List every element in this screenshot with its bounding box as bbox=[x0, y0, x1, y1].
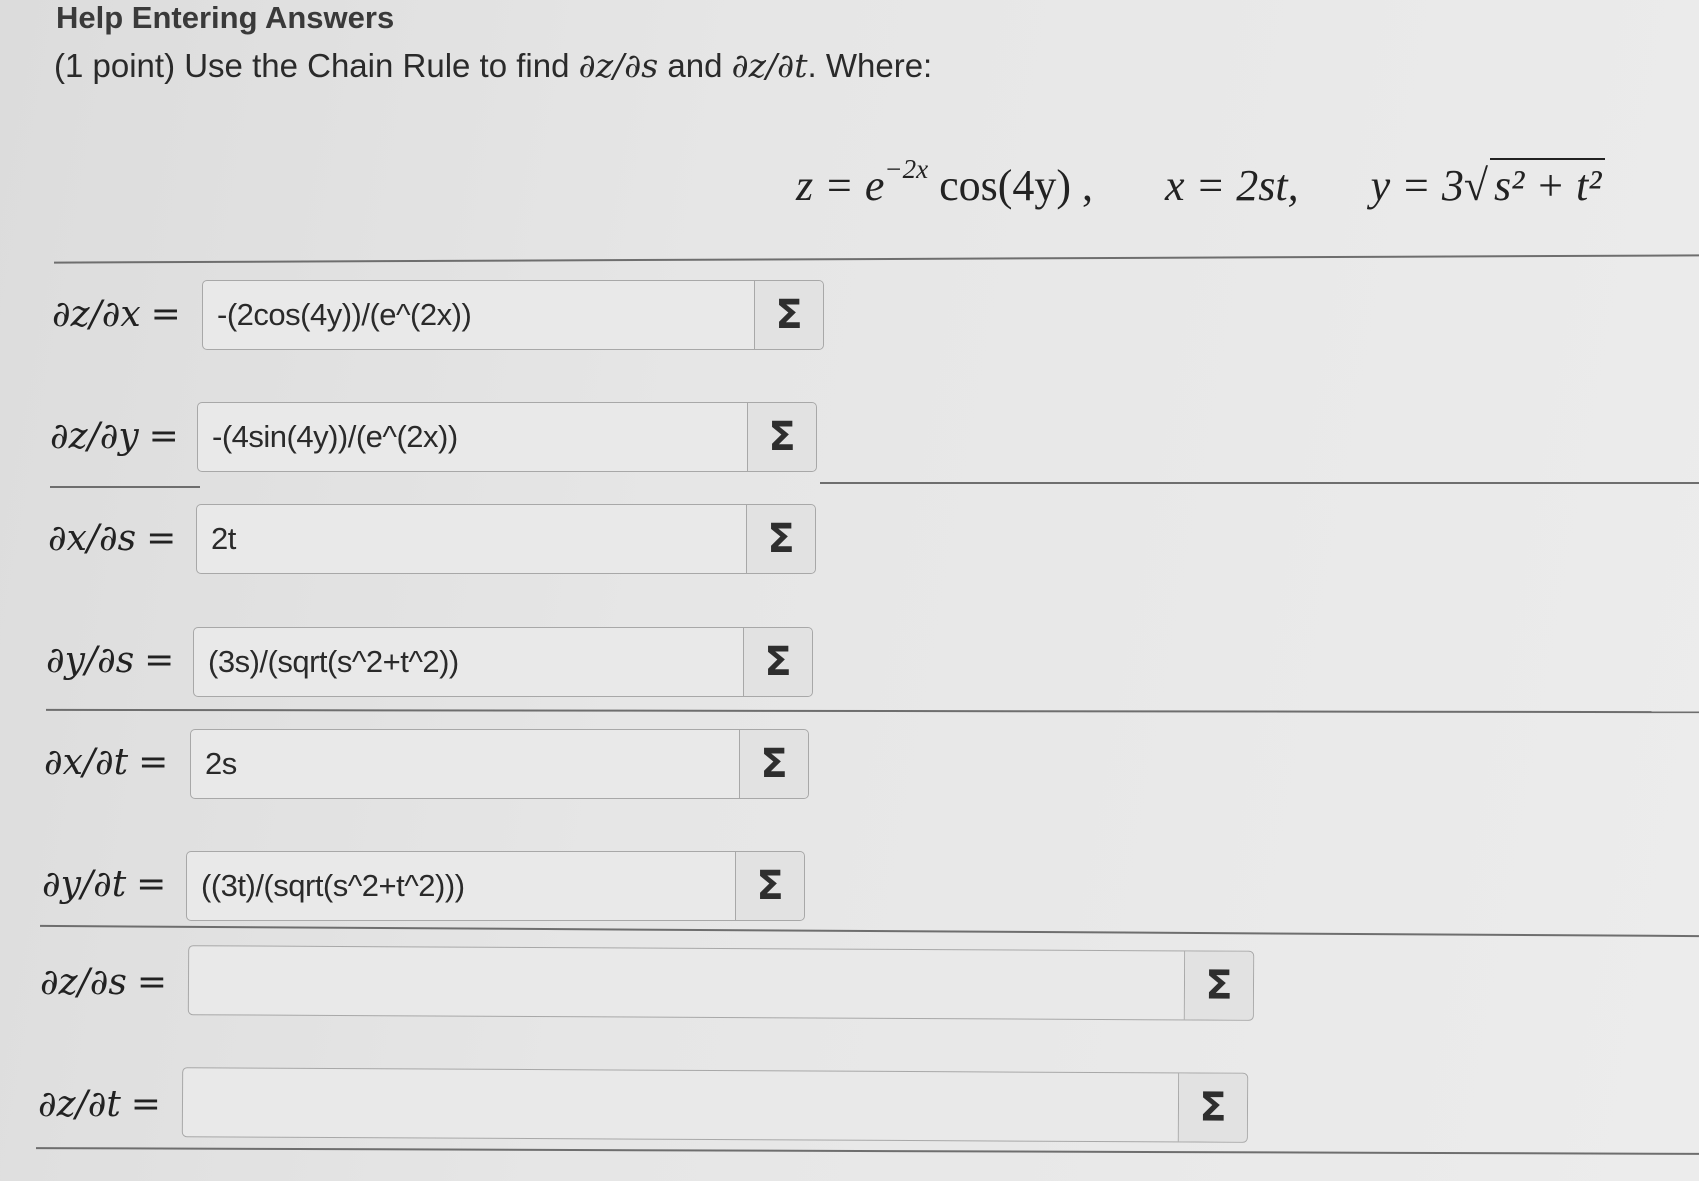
prompt-prefix: (1 point) Use the Chain Rule to find bbox=[54, 47, 579, 84]
divider-line bbox=[54, 254, 1699, 263]
equation-z-exponent: −2x bbox=[884, 154, 929, 185]
equation-editor-button[interactable] bbox=[1185, 951, 1253, 1019]
sigma-icon: Σ bbox=[767, 516, 795, 562]
answer-input-dz-dt[interactable] bbox=[183, 1068, 1179, 1141]
equation-editor-button[interactable] bbox=[755, 281, 823, 349]
answer-input-dz-dx[interactable]: -(2cos(4y))/(e^(2x)) bbox=[203, 281, 755, 349]
equation-z-part: z = e bbox=[796, 161, 885, 210]
divider-line bbox=[820, 482, 1699, 484]
equation-editor-button[interactable] bbox=[740, 730, 808, 798]
answer-input-dx-dt[interactable]: 2s bbox=[191, 730, 740, 798]
sigma-icon: Σ bbox=[775, 292, 803, 338]
answer-box-dz-ds bbox=[188, 945, 1254, 1021]
answer-input-dz-ds[interactable] bbox=[189, 946, 1185, 1019]
label-dx-ds: ∂x/∂s = bbox=[48, 518, 177, 559]
sigma-icon: Σ bbox=[756, 863, 784, 909]
sigma-icon: Σ bbox=[764, 639, 792, 685]
label-dy-dt: ∂y/∂t = bbox=[42, 864, 167, 905]
label-dz-dt: ∂z/∂t = bbox=[38, 1084, 161, 1125]
label-dy-ds: ∂y/∂s = bbox=[46, 640, 175, 681]
equation-y-radicand: s² + t² bbox=[1494, 161, 1602, 210]
answer-input-dy-dt[interactable]: ((3t)/(sqrt(s^2+t^2))) bbox=[187, 852, 736, 920]
sigma-icon: Σ bbox=[1205, 962, 1233, 1009]
sigma-icon: Σ bbox=[760, 741, 788, 787]
divider-line bbox=[50, 486, 200, 488]
sigma-icon: Σ bbox=[1199, 1084, 1227, 1131]
label-dz-ds: ∂z/∂s = bbox=[40, 962, 167, 1003]
prompt-dz-ds: ∂z/∂s bbox=[578, 46, 659, 85]
label-dz-dx: ∂z/∂x = bbox=[52, 294, 181, 335]
label-dz-dy: ∂z/∂y = bbox=[50, 416, 179, 457]
equation-editor-button[interactable] bbox=[1179, 1073, 1247, 1141]
prompt-suffix: . Where: bbox=[807, 47, 933, 84]
problem-equation bbox=[796, 154, 1605, 211]
prompt-and: and bbox=[658, 47, 732, 84]
label-dx-dt: ∂x/∂t = bbox=[44, 742, 169, 783]
answer-input-dx-ds[interactable]: 2t bbox=[197, 505, 747, 573]
answer-box-dz-dy bbox=[197, 402, 817, 472]
equation-editor-button[interactable] bbox=[747, 505, 815, 573]
prompt-dz-dt: ∂z/∂t bbox=[731, 46, 808, 85]
help-entering-answers-link[interactable]: Help Entering Answers bbox=[56, 0, 395, 35]
divider-line bbox=[40, 925, 1699, 937]
answer-box-dx-dt bbox=[190, 729, 809, 799]
sigma-icon: Σ bbox=[768, 414, 796, 460]
problem-prompt bbox=[54, 46, 932, 85]
equation-x-part: x = 2st, bbox=[1165, 161, 1299, 210]
answer-input-dz-dy[interactable]: -(4sin(4y))/(e^(2x)) bbox=[198, 403, 748, 471]
equation-editor-button[interactable] bbox=[748, 403, 816, 471]
sqrt-icon: √ bbox=[1463, 161, 1488, 210]
answer-box-dx-ds bbox=[196, 504, 816, 574]
answer-box-dy-ds bbox=[193, 627, 813, 697]
divider-line bbox=[46, 709, 1699, 713]
answer-box-dy-dt bbox=[186, 851, 805, 921]
answer-box-dz-dx bbox=[202, 280, 824, 350]
equation-z-tail: cos(4y) , bbox=[928, 161, 1094, 210]
answer-input-dy-ds[interactable]: (3s)/(sqrt(s^2+t^2)) bbox=[194, 628, 744, 696]
equation-y-part: y = 3 bbox=[1370, 161, 1464, 210]
equation-editor-button[interactable] bbox=[736, 852, 804, 920]
equation-editor-button[interactable] bbox=[744, 628, 812, 696]
divider-line bbox=[36, 1147, 1699, 1155]
answer-box-dz-dt bbox=[182, 1067, 1248, 1143]
